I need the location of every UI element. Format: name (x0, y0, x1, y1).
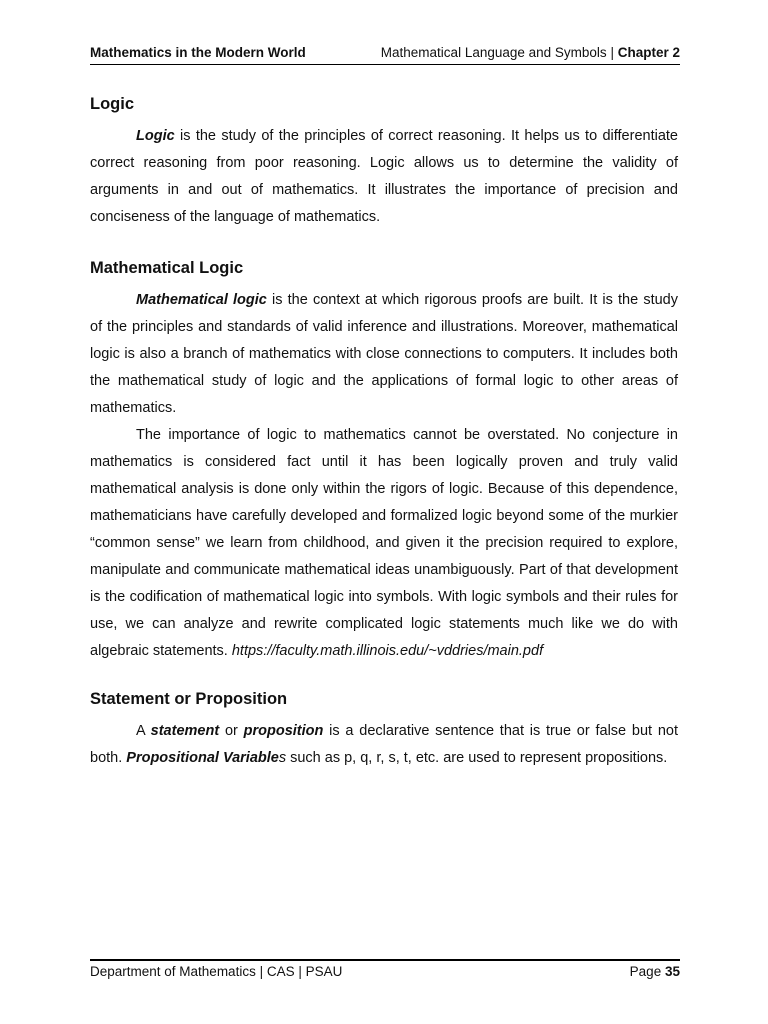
mathematical-logic-paragraph-1-text: is the context at which rigorous proofs are built. It is the study of the principles and standards of valid inference and illustrations. Moreover, mathematical logic is also a branch of mathematics with close connections to computers. It includes both the mathematical study of logic and the applications of formal logic to other areas of mathematics. (90, 292, 678, 416)
statement-text-b: or (219, 723, 244, 739)
statement-text-d: such as p, q, r, s, t, etc. are used to represent propositions. (286, 750, 668, 766)
page-label: Page (629, 964, 662, 979)
statement-paragraph (90, 718, 678, 772)
department-info: Department of Mathematics | CAS | PSAU (90, 964, 343, 979)
page-number: 35 (664, 964, 680, 979)
page-number-block (630, 964, 680, 979)
mathematical-logic-paragraph-2 (90, 422, 678, 665)
statement-text-a: A (136, 723, 151, 739)
logic-term: Logic (136, 128, 175, 144)
propositional-variable-suffix: s (278, 750, 287, 766)
mathematical-logic-paragraph-2-text: The importance of logic to mathematics cannot be overstated. No conjecture in mathematics is considered fact until it has been logically proven and truly valid mathematical analysis is done only within the rigors of logic. Because of this dependence, mathematicians have carefully developed and formalized logic beyond some of the murkier “common sense” we learn from childhood, and given it the precision required to explore, manipulate and communicate mathematical ideas unambiguously. Part of that development is the codification of mathematical logic into symbols. With logic symbols and their rules for use, we can analyze and rewrite complicated logic statements much like we do with algebraic statements. (90, 427, 678, 659)
course-title: Mathematics in the Modern World (90, 45, 306, 60)
mathematical-logic-term: Mathematical logic (136, 292, 267, 308)
chapter-topic: Mathematical Language and Symbols (380, 45, 607, 60)
logic-paragraph (90, 123, 678, 231)
section-heading-logic: Logic (90, 95, 134, 113)
chapter-info (381, 45, 680, 60)
proposition-term: proposition (243, 723, 324, 739)
logic-paragraph-text: is the study of the principles of correct reasoning. It helps us to differentiate correct reasoning from poor reasoning. Logic allows us to determine the validity of arguments in and out of mathematics. It illustrates the importance of precision and conciseness of the language of mathematics. (90, 128, 678, 225)
propositional-variable-term: Propositional Variable (126, 750, 279, 766)
section-heading-mathematical-logic: Mathematical Logic (90, 259, 244, 277)
header-separator: | (610, 45, 614, 60)
page-footer (90, 959, 680, 984)
statement-text-c: is a declarative sentence that is true or false but not both. (90, 723, 678, 766)
chapter-label: Chapter 2 (617, 45, 680, 60)
section-heading-statement: Statement or Proposition (90, 690, 288, 708)
statement-term: statement (150, 723, 220, 739)
mathematical-logic-paragraph-1 (90, 287, 678, 422)
page-body (90, 92, 678, 772)
reference-link[interactable]: https://faculty.math.illinois.edu/~vddries/main.pdf (231, 643, 544, 659)
page-header (90, 44, 680, 65)
